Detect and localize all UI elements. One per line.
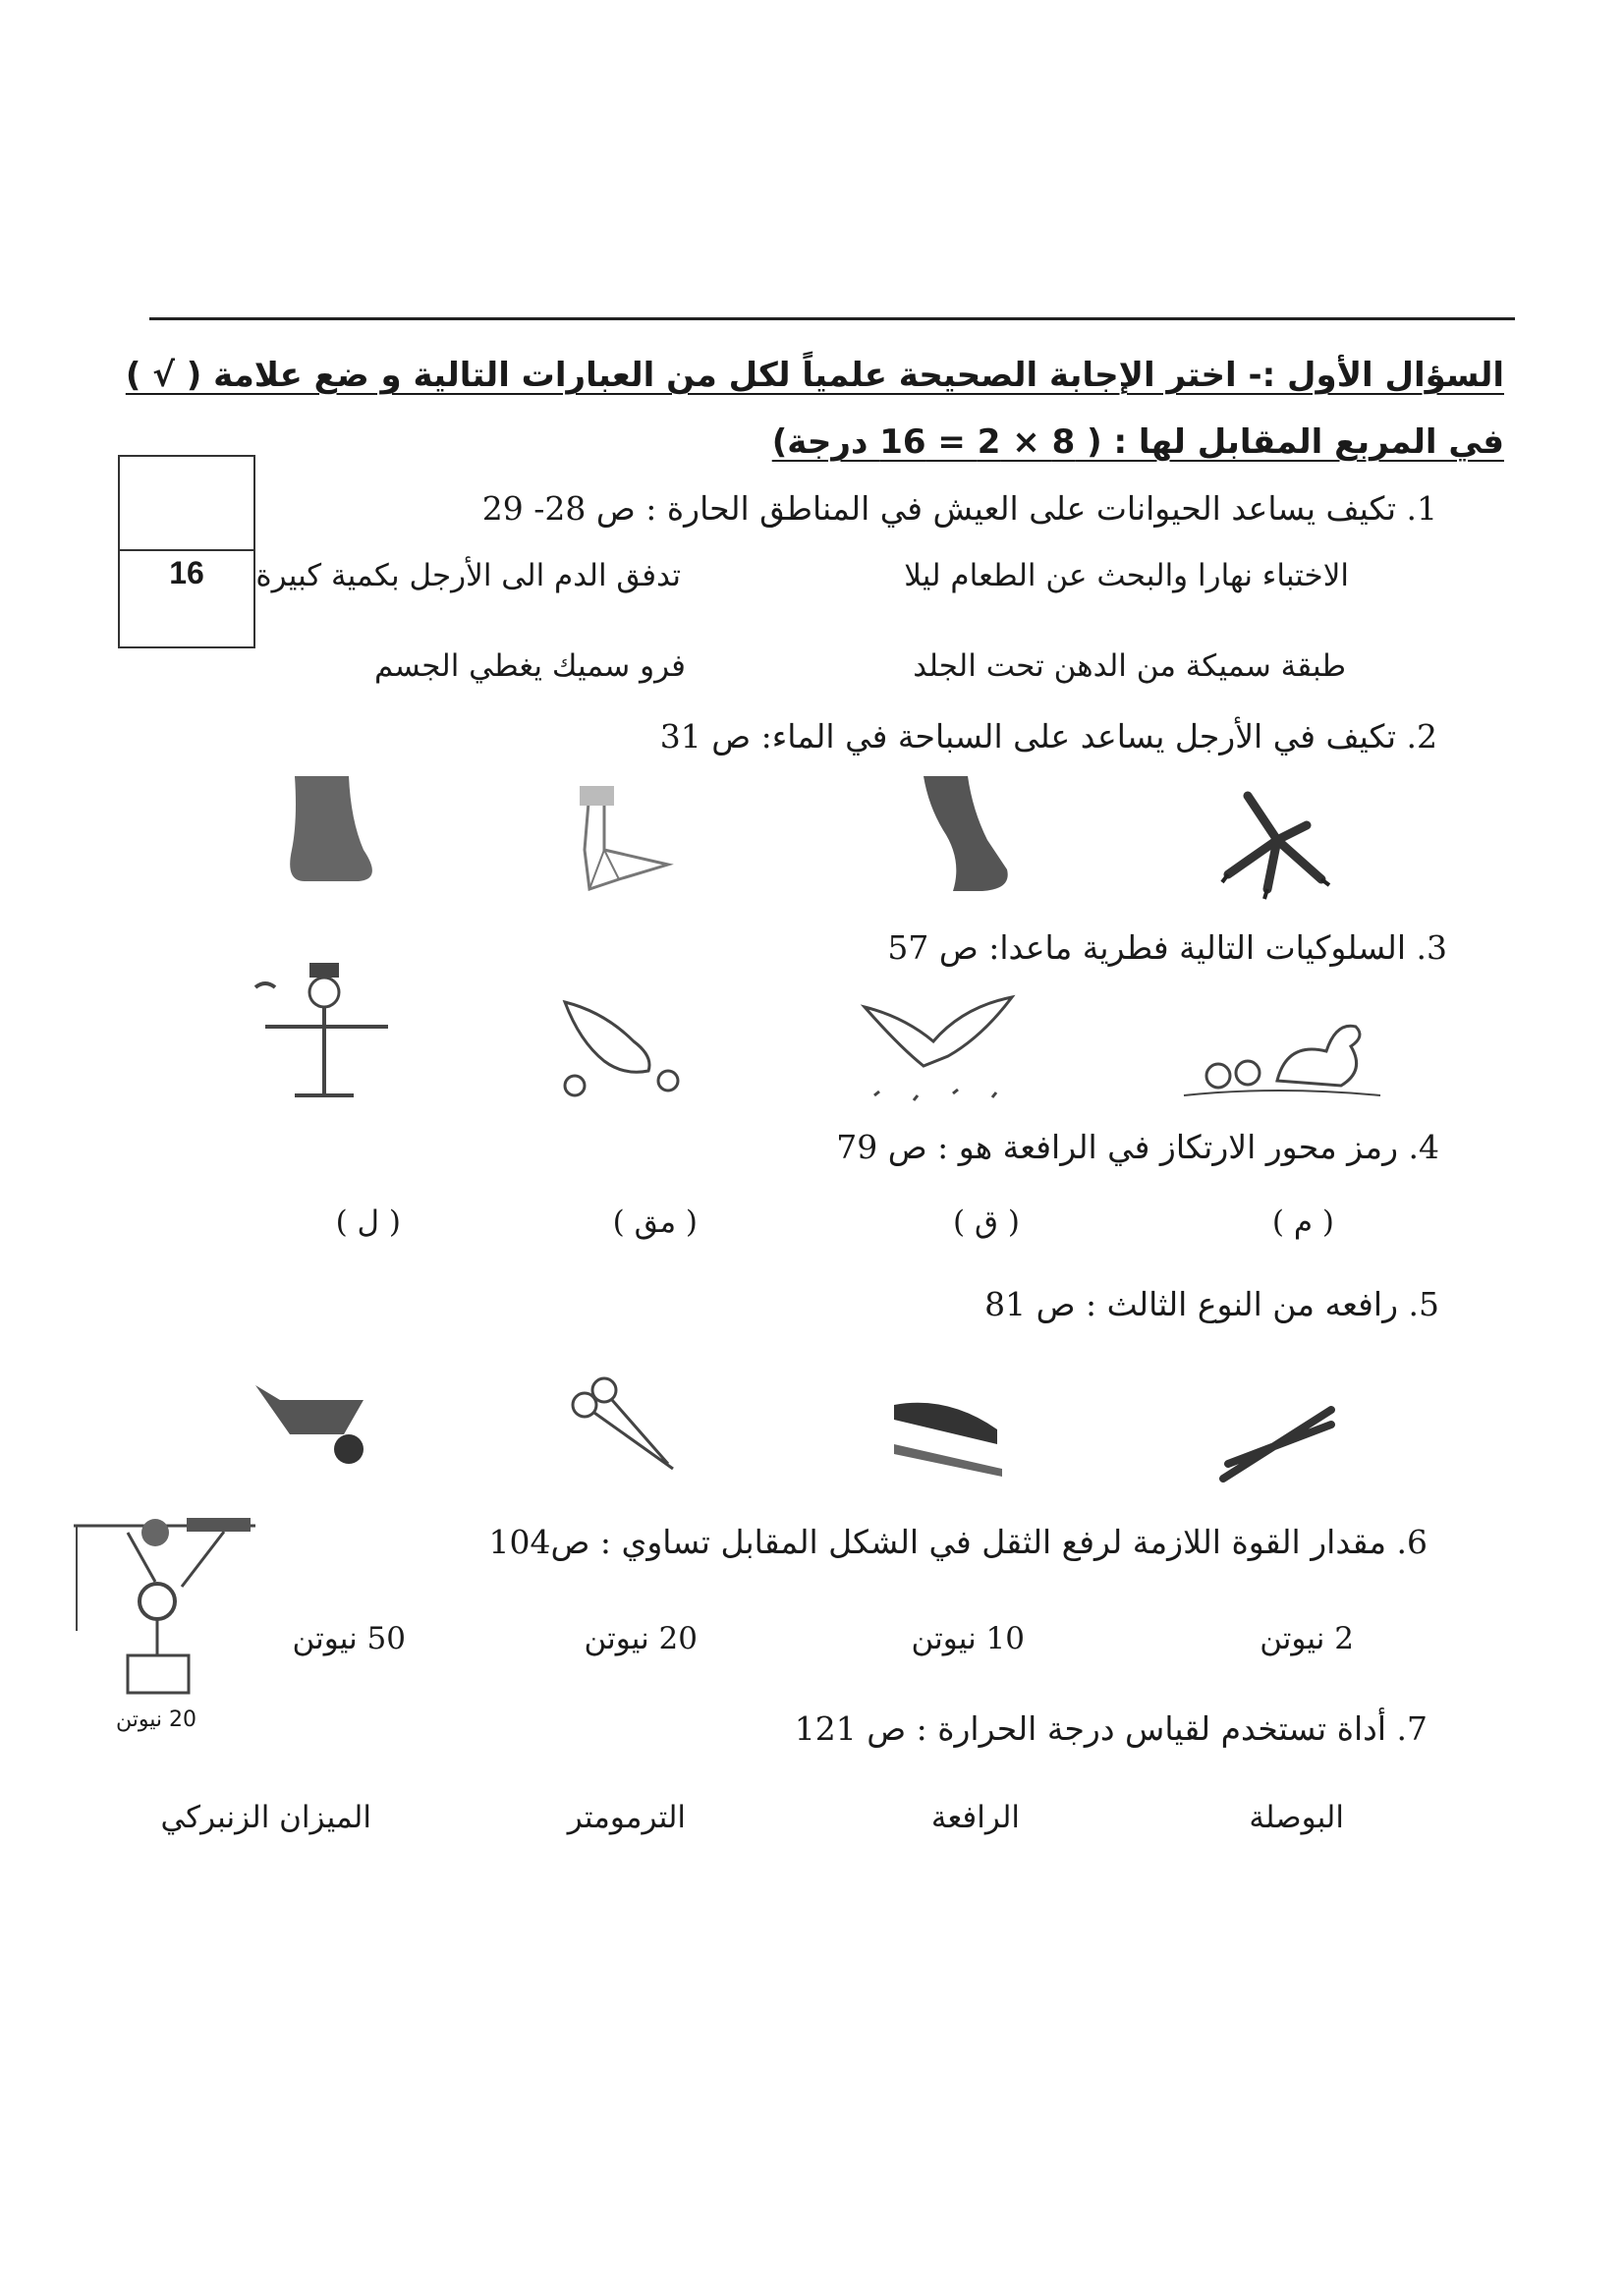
q4-option-1[interactable]: ( م ) (1271, 1204, 1334, 1240)
question-1: 1. تكيف يساعد الحيوانات على العيش في المناطق الحارة : ص 28- 29 (481, 489, 1437, 528)
stapler-icon[interactable] (889, 1390, 1007, 1479)
question-5: 5. رافعه من النوع الثالث : ص 81 (984, 1285, 1439, 1323)
q4-option-3[interactable]: ( مق ) (612, 1204, 698, 1240)
score-box (118, 455, 255, 648)
bird-claw-icon[interactable] (1208, 786, 1356, 904)
header-rule (149, 317, 1515, 320)
wheelbarrow-icon[interactable] (251, 1375, 378, 1469)
q7-option-1[interactable]: البوصلة (1249, 1800, 1344, 1835)
duck-with-ducklings-icon[interactable] (1179, 1002, 1385, 1100)
scarecrow-with-birds-icon[interactable] (246, 958, 408, 1105)
q4-option-2[interactable]: ( ق ) (953, 1204, 1020, 1240)
q7-option-2[interactable]: الرافعة (930, 1800, 1020, 1835)
question-6: 6. مقدار القوة اللازمة لرفع الثقل في الشكل المقابل تساوي : ص104 (488, 1523, 1428, 1561)
horse-hoof-icon[interactable] (914, 771, 1022, 899)
bird-feeding-chicks-icon[interactable] (555, 992, 688, 1100)
score-value: 16 (169, 555, 204, 590)
q7-option-3[interactable]: الترمومتر (567, 1800, 686, 1835)
scissors-icon[interactable] (565, 1375, 678, 1474)
q1-option-1[interactable]: الاختباء نهارا والبحث عن الطعام ليلا (904, 558, 1349, 593)
pulley-figure (69, 1518, 265, 1695)
weight-label: 20 نيوتن (116, 1707, 196, 1732)
question-2: 2. تكيف في الأرجل يساعد على السباحة في الماء: ص 31 (659, 717, 1437, 756)
q6-option-1[interactable]: 2 نيوتن (1260, 1621, 1354, 1656)
duck-foot-icon[interactable] (560, 781, 688, 899)
question-3: 3. السلوكيات التالية فطرية ماعدا: ص 57 (887, 928, 1447, 967)
q1-option-3[interactable]: طبقة سميكة من الدهن تحت الجلد (913, 648, 1346, 684)
eagle-hunting-icon[interactable] (855, 987, 1022, 1110)
q6-option-4[interactable]: 50 نيوتن (292, 1621, 406, 1656)
q7-option-4[interactable]: الميزان الزنبركي (160, 1800, 371, 1835)
q6-option-2[interactable]: 10 نيوتن (911, 1621, 1025, 1656)
question-4: 4. رمز محور الارتكاز في الرافعة هو : ص 79 (836, 1128, 1439, 1166)
score-box-divider (120, 549, 253, 551)
question-heading-marks: في المربع المقابل لها : ( 8 × 2 = 16 درجة) (771, 422, 1504, 462)
q1-option-2[interactable]: تدفق الدم الى الأرجل بكمية كبيرة (255, 558, 681, 593)
question-heading: السؤال الأول :- اختر الإجابة الصحيحة علمياً لكل من العبارات التالية و ضع علامة ( √ ) (125, 356, 1504, 395)
q1-option-4[interactable]: فرو سميك يغطي الجسم (373, 648, 686, 684)
elephant-foot-icon[interactable] (280, 771, 383, 884)
q6-option-3[interactable]: 20 نيوتن (584, 1621, 698, 1656)
nutcracker-icon[interactable] (1213, 1400, 1341, 1488)
question-7: 7. أداة تستخدم لقياس درجة الحرارة : ص 121 (794, 1709, 1428, 1748)
q4-option-4[interactable]: ( ل ) (335, 1204, 401, 1240)
